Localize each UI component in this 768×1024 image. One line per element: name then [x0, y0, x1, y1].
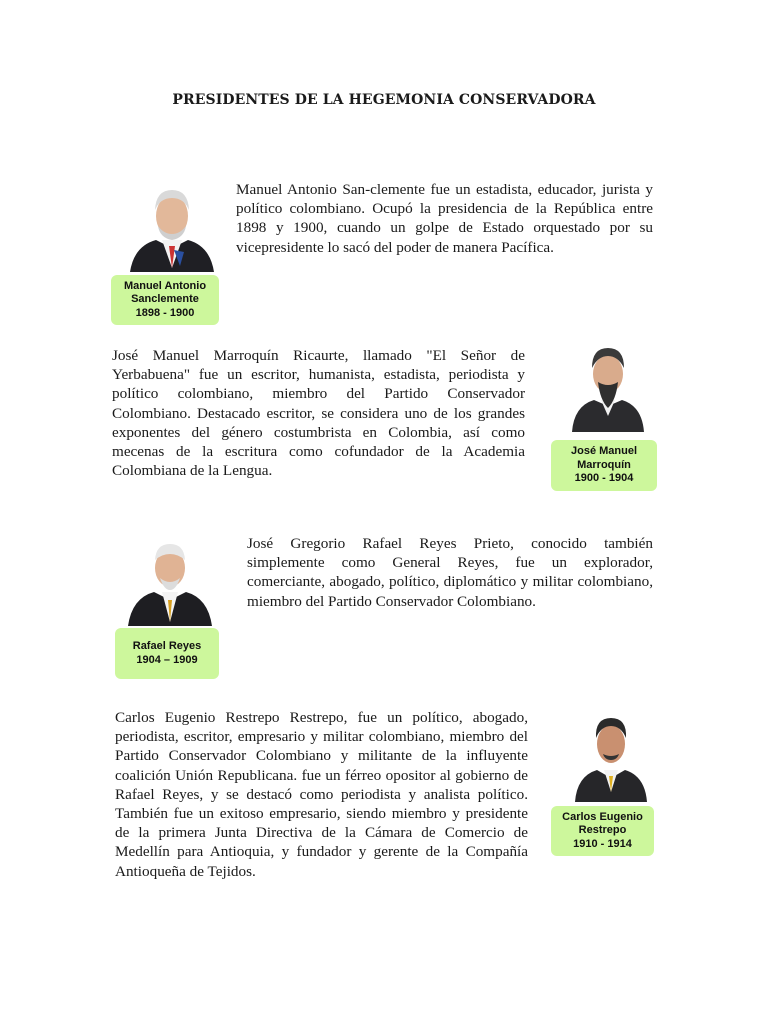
president-name: Carlos Eugenio — [562, 810, 643, 823]
bio-marroquin: José Manuel Marroquín Ricaurte, llamado "El Señor de Yerbabuena" fue un escritor, humanista, estadista, periodista y político colombiano, miembro del Partido Conservador Colombiano. Destacado escritor, se considera uno de los grandes exponentes del género costumbrista en Colombia, así como mecenas de la escritura como cofundador de la Academia Colombiana de la Lengua. — [112, 347, 525, 480]
president-years: 1898 - 1900 — [135, 306, 195, 319]
president-name: Marroquín — [577, 458, 631, 471]
president-name: Manuel Antonio — [123, 279, 207, 292]
bio-restrepo: Carlos Eugenio Restrepo Restrepo, fue un político, abogado, periodista, escritor, empresario y militar colombiano, miembro del Partido Conservador Colombiano y militante de la influyente coalición Unión Republicana. fue un férreo opositor al gobierno de Rafael Reyes, y se destacó como periodista y analista político. También fue un exitoso empresario, siendo miembro y presidente de la primera Junta Directiva de la Cámara de Comercio de Medellín para Antioquia, y fundador y gerente de la Compañía Antioqueña de Tejidos. — [115, 709, 528, 880]
portrait-reyes — [120, 530, 220, 626]
president-name: Rafael Reyes — [132, 639, 202, 652]
name-label-restrepo — [551, 806, 654, 856]
president-years: 1900 - 1904 — [574, 472, 634, 485]
name-label-sanclemente — [111, 275, 219, 325]
name-label-marroquin — [551, 440, 657, 491]
bio-reyes: José Gregorio Rafael Reyes Prieto, conocido también simplemente como General Reyes, fue un explorador, comerciante, abogado, político, diplomático y militar colombiano, miembro del Partido Conservador Colombiano. — [247, 535, 653, 610]
president-years: 1910 - 1914 — [573, 837, 632, 850]
president-years: 1904 – 1909 — [136, 653, 198, 666]
portrait-sanclemente — [122, 176, 222, 272]
name-label-reyes — [115, 628, 219, 679]
president-name: Sanclemente — [131, 293, 199, 306]
portrait-marroquin — [558, 336, 658, 432]
president-name: Restrepo — [578, 824, 627, 837]
president-name: José Manuel — [570, 445, 638, 458]
portrait-restrepo — [561, 706, 661, 802]
page-title: PRESIDENTES DE LA HEGEMONIA CONSERVADORA — [172, 92, 596, 108]
bio-sanclemente: Manuel Antonio San-clemente fue un estadista, educador, jurista y político colombiano. Ocupó la presidencia de la República entre 1898 y 1900, cuando un golpe de Estado orquestado por su vicepresidente lo sacó del poder de manera Pacífica. — [236, 181, 653, 256]
